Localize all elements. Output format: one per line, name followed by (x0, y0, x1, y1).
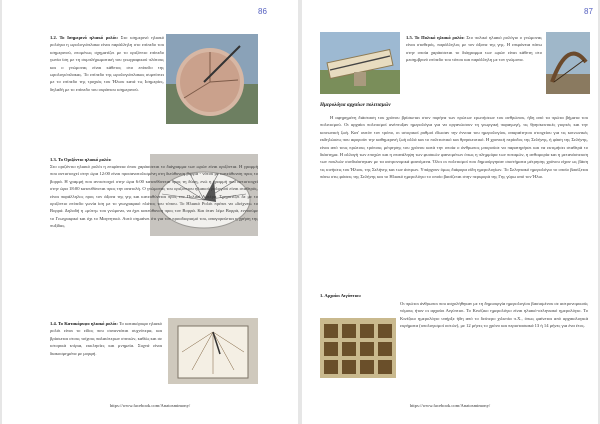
section-text: Στο πολικό ηλιακό ρολόγιο ο γνώμονας είναι σταθερός, παράλληλος με τον άξονα της γης. Η επιφάνεια πάνω στην οποία χαράσσεται το διάγραμμα των ωρών είναι κάθετη στο μεσημβρινό επίπεδο του τόπου και παράλληλη με τον γνώμονα. (406, 35, 542, 63)
equatorial-sundial-photo (166, 34, 258, 124)
section-title: 1. Αρχαίοι Αιγύπτιοι: (320, 293, 362, 298)
section-vertical (50, 320, 162, 357)
footer-link[interactable]: https://www.facebook.com/Anatosmimony/ (409, 403, 491, 408)
section-horizontal-text (50, 163, 258, 230)
page-number: 87 (584, 7, 593, 16)
section-text: Το κατακόρυφο ηλιακό ρολόι είναι το είδος που συναντάται συχνότερα, και βρίσκεται στους τοίχους παλαιότερων σπιτιών, καθώς και σε ιστορικά κτίρια, εκκλησίες και μνημεία. Συχνά είναι διακοσμημένα με μορφή. (50, 321, 163, 356)
section-text: Οι πρώτοι άνθρωποι που ασχολήθηκαν με τη δημιουργία ημερολογίου βασισμένου σε αστρονομικούς νόμους ήταν οι αρχαίοι Αιγύπτιοι. Το Κινέζικο ημερολόγιο είναι ηλιακό-σεληνιακό ημερολόγιο. Το Κινέζικο ημερολόγιο υπήρξε ήδη από το δεύτερο χιλιετία π.Χ., όπως φαίνεται από αρχαιολογικά ευρήματα (υπολογισμοί οστών), με 12 μήνες το χρόνο και περιστασιακά 13 ή 14 μήνες για ένα έτος. (400, 301, 588, 329)
vertical-sundial-photo (168, 318, 258, 384)
section-title: 1.2. Το Ισημερινό ηλιακό ρολόι: (50, 35, 119, 40)
section-title: 1.5. Το Πολικό ηλιακό ρολόι: (406, 35, 465, 40)
section-egyptians-intro (320, 292, 588, 299)
footer-link[interactable]: https://www.facebook.com/Anatosmimony/ (109, 403, 191, 408)
page-number: 86 (258, 7, 267, 16)
page-left (2, 0, 298, 424)
polar-sundial-photo (320, 32, 400, 94)
section-text: Στο οριζόντιο ηλιακό ρολόι η επιφάνεια όπου χαράσσεται το διάγραμμα των ωρών είναι οριζόντια. Η γραμμή που αντιστοιχεί στην ώρα 12:00 είναι προσανατολισμένη στη διεύθυνση βορρά - νότου με κατεύθυνση προς το βορρά. Η γραμμή που αντιστοιχεί στην ώρα 6:00 κατευθύνεται προς τη δύση, ενώ η γραμμή που αντιστοιχεί στην ώρα 18:00 κατευθύνεται προς την ανατολή. Ο γνώμονας του οριζόντιου ηλιακού ρολογιού είναι σταθερός, είναι παράλληλος προς τον άξονα της γης και κατευθύνεται προς τον Πολικό Αστέρα. Σχηματίζει δε με το οριζόντιο επίπεδο γωνία ίση με το γεωγραφικό πλάτος του τόπου. Το Ηλιακό Ρολόι πρέπει να «δείχνει» το Βορρά. Δηλαδή η «μύτη» του γνώμονα, να έχει κατεύθυνση προς τον Βορρά. Και όταν λέμε Βορρά, εννοούμε το Γεωγραφικό και όχι το Μαγνητικό. Αυτό σημαίνει ότι για τον προσδιορισμό του, απαγορεύεται η χρήση της πυξίδας. (50, 164, 258, 229)
section-equatorial (50, 34, 164, 93)
section-title: 1.4. Το Κατακόρυφο ηλιακό ρολόι: (50, 321, 118, 326)
sculpture-sundial-photo (546, 32, 590, 94)
section-text: Στο ισημερινό ηλιακό ρολόγια η ωρολογιόπλακα είναι παράλληλη στο επίπεδο του ισημερινού, επομένως σχηματίζει με το οριζόντιο επίπεδο γωνία ίση με τη συμπλήρωματική του γεωγραφικού πλάτους και ο γνώμονας είναι κάθετος στο επίπεδο της ωρολογιόπλακας. Το επίπεδο της ωρολογιόπλακας συμπίπτει με το επίπεδο της τροχιάς του Ήλιου κατά τις Ισημερίες, δηλαδή με το επίπεδο του ουράνιου ισημερινού. (50, 35, 165, 92)
history-paragraph: Η αφηρημένη διάσταση του χρόνου βρίσκεται στον πυρήνα των πρώτων ερωτήσεων του ανθρώπου, ήδη από τα πρώτα βήματα του πολιτισμού. Οι αρχαίοι πολιτισμοί ανέπτυξαν ημερολόγια για να οργανώσουν τη γεωργική παραγωγή, τις θρησκευτικές γιορτές και την κοινωνική ζωή. Κατ' αυτόν τον τρόπο, οι ιστορικοί ρυθμοί έδωσαν την έννοια του ημερολογίου, απαραίτητου στοιχείου για τις κοινωνικές εκδηλώσεις που αφορούν την καθημερινή ζωή αλλά και το πολιτιστικό και θρησκευτικό. Η χρονική περίοδος της Σελήνης, ή φάση της Σελήνης, είναι από τους πρώτους τρόπους μέτρησης του χρόνου κατά την οποία ο άνθρωπος μπορούσε να παρατηρήσει και να εκτιμήσει σταθερά το διάστημα. Η αλλαγή των εποχών και η επανάληψη των φυσικών φαινομένων όπως η πλημμύρα των ποταμών, η ανθοφορία και η μετανάστευση των πουλιών συνδυάστηκαν με τα αστρονομικά φαινόμενα. Όλοι οι πολιτισμοί που δημιούργησαν συστήματα μέτρησης χρόνου είχαν ως βάση τις κινήσεις του Ήλιου, της Σελήνης και των άστρων. Υπάρχουν όμως διάφορα είδη ημερολογίων. Το Σεληνιακό ημερολόγιο το οποίο βασίζεται πάνω στις φάσεις της Σελήνης και το Ηλιακό ημερολόγιο το οποίο βασίζεται στην περιφορά της Γης γύρω από τον Ήλιο. (320, 115, 588, 180)
section-egyptians (400, 300, 588, 330)
section-polar (406, 34, 542, 64)
section-title: 1.3. Το Οριζόντιο ηλιακό ρολόι: (50, 157, 112, 162)
chinese-calendar-photo (320, 318, 396, 378)
section-heading: Ημερολόγια αρχαίων πολιτισμών (320, 102, 391, 108)
page-right (302, 0, 598, 424)
